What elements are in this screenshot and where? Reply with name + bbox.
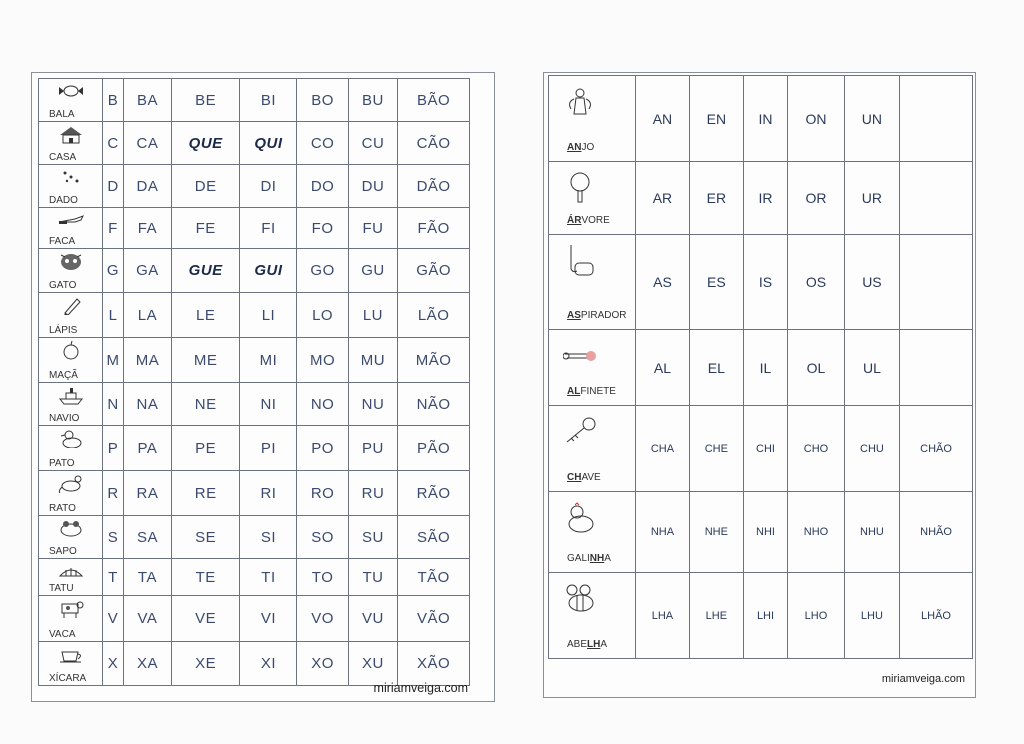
word-label: NAVIO: [49, 413, 80, 424]
syllable-cell: QUE: [171, 122, 240, 165]
syllable-row: [39, 383, 470, 426]
syllable-cell: CHO: [788, 406, 845, 492]
syllable-cell: MÃO: [398, 338, 470, 383]
syllable-cell: UR: [844, 162, 899, 235]
syllable-cell: PI: [240, 426, 297, 471]
word-picture-cell: [549, 235, 636, 330]
syllable-row: [39, 516, 470, 559]
syllable-cell: TU: [348, 559, 398, 596]
syllable-cell: VO: [297, 596, 348, 642]
syllable-cell: IN: [743, 76, 787, 162]
syllable-cell: LE: [171, 293, 240, 338]
syllable-cell: AL: [636, 330, 690, 406]
word-label: PATO: [49, 458, 75, 469]
word-label: TATU: [49, 583, 74, 594]
word-label: DADO: [49, 195, 78, 206]
syllable-cell: NA: [124, 383, 172, 426]
syllable-cell: RE: [171, 471, 240, 516]
syllable-cell: NHI: [743, 492, 787, 573]
syllable-cell: LHO: [788, 573, 845, 659]
syllable-cell: BE: [171, 79, 240, 122]
syllable-cell: SU: [348, 516, 398, 559]
syllable-row: [39, 642, 470, 686]
duck-icon: [57, 428, 85, 448]
syllable-cell: XI: [240, 642, 297, 686]
syllable-row: [549, 330, 973, 406]
word-picture-cell: [549, 492, 636, 573]
syllable-cell: [900, 330, 973, 406]
word-label: GATO: [49, 280, 77, 291]
syllable-row: [549, 492, 973, 573]
word-label: CHAVE: [567, 472, 601, 483]
syllable-row: [39, 426, 470, 471]
syllable-cell: ME: [171, 338, 240, 383]
frog-icon: [57, 518, 85, 538]
syllable-cell: MU: [348, 338, 398, 383]
syllable-cell: TE: [171, 559, 240, 596]
syllable-cell: RU: [348, 471, 398, 516]
syllable-cell: PU: [348, 426, 398, 471]
word-label: CASA: [49, 152, 77, 163]
syllable-cell: XÃO: [398, 642, 470, 686]
word-picture-cell: [39, 471, 103, 516]
syllable-cell: OL: [788, 330, 845, 406]
left-syllable-page: [31, 72, 495, 702]
syllable-cell: CÃO: [398, 122, 470, 165]
syllable-cell: TO: [297, 559, 348, 596]
syllable-cell: VU: [348, 596, 398, 642]
complex-syllable-table: [548, 75, 973, 659]
syllable-cell: GO: [297, 249, 348, 293]
consonant-syllable-table: [38, 78, 470, 686]
syllable-cell: VE: [171, 596, 240, 642]
cow-icon: [57, 598, 85, 618]
consonant-cell: T: [103, 559, 124, 596]
syllable-cell: NHO: [788, 492, 845, 573]
syllable-cell: GU: [348, 249, 398, 293]
word-picture-cell: [549, 573, 636, 659]
syllable-cell: NHU: [844, 492, 899, 573]
syllable-cell: GUE: [171, 249, 240, 293]
syllable-row: [39, 338, 470, 383]
syllable-cell: XO: [297, 642, 348, 686]
word-picture-cell: [39, 208, 103, 249]
syllable-cell: NI: [240, 383, 297, 426]
word-label: ABELHA: [567, 639, 608, 650]
syllable-cell: GUI: [240, 249, 297, 293]
syllable-cell: XU: [348, 642, 398, 686]
syllable-cell: GA: [124, 249, 172, 293]
word-label: ASPIRADOR: [567, 310, 627, 321]
syllable-row: [39, 249, 470, 293]
word-picture-cell: [39, 426, 103, 471]
word-picture-cell: [39, 165, 103, 208]
consonant-cell: R: [103, 471, 124, 516]
word-label: ALFINETE: [567, 386, 616, 397]
syllable-cell: LHA: [636, 573, 690, 659]
syllable-row: [39, 559, 470, 596]
syllable-cell: PÃO: [398, 426, 470, 471]
angel-icon: [563, 84, 597, 118]
word-label: ÁRVORE: [567, 215, 610, 226]
syllable-cell: FE: [171, 208, 240, 249]
syllable-cell: CHI: [743, 406, 787, 492]
syllable-row: [549, 573, 973, 659]
syllable-cell: SA: [124, 516, 172, 559]
syllable-cell: MA: [124, 338, 172, 383]
syllable-row: [39, 122, 470, 165]
word-label: BALA: [49, 109, 75, 120]
syllable-cell: LHI: [743, 573, 787, 659]
syllable-cell: AS: [636, 235, 690, 330]
dice-icon: [57, 167, 85, 187]
consonant-cell: B: [103, 79, 124, 122]
syllable-cell: LI: [240, 293, 297, 338]
word-label: ANJO: [567, 142, 595, 153]
syllable-cell: BO: [297, 79, 348, 122]
syllable-cell: FA: [124, 208, 172, 249]
word-label: MAÇÃ: [49, 370, 78, 381]
consonant-cell: F: [103, 208, 124, 249]
consonant-cell: V: [103, 596, 124, 642]
syllable-cell: CO: [297, 122, 348, 165]
syllable-cell: MO: [297, 338, 348, 383]
right-syllable-page: [543, 72, 976, 698]
syllable-cell: FO: [297, 208, 348, 249]
syllable-cell: TI: [240, 559, 297, 596]
consonant-cell: N: [103, 383, 124, 426]
syllable-row: [549, 406, 973, 492]
syllable-cell: VÃO: [398, 596, 470, 642]
pencil-icon: [57, 295, 85, 315]
word-picture-cell: [549, 330, 636, 406]
word-label: XÍCARA: [49, 673, 87, 684]
syllable-cell: NE: [171, 383, 240, 426]
word-picture-cell: [39, 559, 103, 596]
syllable-cell: SI: [240, 516, 297, 559]
syllable-row: [549, 76, 973, 162]
mouse-icon: [57, 473, 85, 493]
syllable-cell: UL: [844, 330, 899, 406]
armadillo-icon: [57, 561, 85, 581]
consonant-cell: X: [103, 642, 124, 686]
syllable-cell: VI: [240, 596, 297, 642]
syllable-cell: DE: [171, 165, 240, 208]
word-picture-cell: [39, 249, 103, 293]
syllable-cell: OS: [788, 235, 845, 330]
word-picture-cell: [549, 76, 636, 162]
word-picture-cell: [39, 516, 103, 559]
syllable-cell: CA: [124, 122, 172, 165]
tree-icon: [563, 170, 597, 204]
word-picture-cell: [39, 79, 103, 122]
syllable-cell: SE: [171, 516, 240, 559]
syllable-cell: NÃO: [398, 383, 470, 426]
word-label: GALINHA: [567, 553, 611, 564]
cat-icon: [57, 251, 85, 271]
syllable-row: [39, 471, 470, 516]
syllable-cell: CHE: [689, 406, 743, 492]
word-picture-cell: [39, 122, 103, 165]
syllable-cell: IR: [743, 162, 787, 235]
syllable-cell: SÃO: [398, 516, 470, 559]
syllable-cell: LO: [297, 293, 348, 338]
syllable-cell: [900, 162, 973, 235]
syllable-cell: BÃO: [398, 79, 470, 122]
word-picture-cell: [549, 406, 636, 492]
syllable-cell: MI: [240, 338, 297, 383]
syllable-cell: FÃO: [398, 208, 470, 249]
syllable-cell: NHA: [636, 492, 690, 573]
word-label: RATO: [49, 503, 76, 514]
syllable-row: [39, 208, 470, 249]
syllable-cell: ES: [689, 235, 743, 330]
syllable-row: [549, 235, 973, 330]
apple-icon: [57, 340, 85, 360]
word-label: SAPO: [49, 546, 77, 557]
house-icon: [57, 124, 85, 144]
syllable-cell: NHÃO: [900, 492, 973, 573]
consonant-cell: P: [103, 426, 124, 471]
syllable-cell: NHE: [689, 492, 743, 573]
syllable-cell: DU: [348, 165, 398, 208]
syllable-cell: DO: [297, 165, 348, 208]
syllable-row: [39, 293, 470, 338]
syllable-cell: [900, 235, 973, 330]
syllable-cell: UN: [844, 76, 899, 162]
syllable-cell: CHA: [636, 406, 690, 492]
syllable-cell: CU: [348, 122, 398, 165]
syllable-cell: OR: [788, 162, 845, 235]
consonant-cell: D: [103, 165, 124, 208]
syllable-cell: PO: [297, 426, 348, 471]
syllable-cell: AR: [636, 162, 690, 235]
syllable-cell: LHÃO: [900, 573, 973, 659]
syllable-cell: LU: [348, 293, 398, 338]
syllable-cell: SO: [297, 516, 348, 559]
syllable-cell: TA: [124, 559, 172, 596]
ship-icon: [57, 385, 85, 405]
syllable-cell: LHE: [689, 573, 743, 659]
word-picture-cell: [39, 596, 103, 642]
site-footer: miriamveiga.com: [881, 673, 965, 685]
syllable-cell: DA: [124, 165, 172, 208]
syllable-cell: US: [844, 235, 899, 330]
word-picture-cell: [39, 293, 103, 338]
syllable-cell: IL: [743, 330, 787, 406]
syllable-cell: XA: [124, 642, 172, 686]
word-label: FACA: [49, 236, 76, 247]
syllable-cell: RA: [124, 471, 172, 516]
consonant-cell: L: [103, 293, 124, 338]
syllable-cell: DÃO: [398, 165, 470, 208]
syllable-cell: BI: [240, 79, 297, 122]
word-picture-cell: [39, 642, 103, 686]
pin-icon: [563, 338, 597, 372]
syllable-cell: VA: [124, 596, 172, 642]
syllable-cell: ON: [788, 76, 845, 162]
vacuum-icon: [563, 243, 597, 277]
syllable-cell: LHU: [844, 573, 899, 659]
syllable-cell: TÃO: [398, 559, 470, 596]
syllable-cell: LA: [124, 293, 172, 338]
syllable-cell: ER: [689, 162, 743, 235]
syllable-cell: PE: [171, 426, 240, 471]
syllable-cell: CHU: [844, 406, 899, 492]
consonant-cell: G: [103, 249, 124, 293]
key-icon: [563, 414, 597, 448]
candy-icon: [57, 81, 85, 101]
site-footer: miriamveiga.com: [373, 681, 468, 695]
word-picture-cell: [39, 338, 103, 383]
consonant-cell: M: [103, 338, 124, 383]
syllable-cell: EN: [689, 76, 743, 162]
syllable-cell: PA: [124, 426, 172, 471]
syllable-cell: LÃO: [398, 293, 470, 338]
knife-icon: [57, 210, 85, 230]
syllable-cell: DI: [240, 165, 297, 208]
syllable-cell: RO: [297, 471, 348, 516]
syllable-cell: NO: [297, 383, 348, 426]
syllable-cell: EL: [689, 330, 743, 406]
syllable-cell: AN: [636, 76, 690, 162]
cup-icon: [57, 644, 85, 664]
syllable-row: [39, 79, 470, 122]
syllable-cell: XE: [171, 642, 240, 686]
syllable-cell: GÃO: [398, 249, 470, 293]
syllable-cell: [900, 76, 973, 162]
syllable-cell: FI: [240, 208, 297, 249]
syllable-row: [39, 165, 470, 208]
syllable-cell: BA: [124, 79, 172, 122]
syllable-cell: NU: [348, 383, 398, 426]
syllable-cell: RÃO: [398, 471, 470, 516]
syllable-cell: IS: [743, 235, 787, 330]
syllable-row: [549, 162, 973, 235]
word-label: VACA: [49, 629, 76, 640]
syllable-cell: QUI: [240, 122, 297, 165]
syllable-cell: BU: [348, 79, 398, 122]
syllable-cell: CHÃO: [900, 406, 973, 492]
bee-icon: [563, 581, 597, 615]
syllable-cell: RI: [240, 471, 297, 516]
consonant-cell: S: [103, 516, 124, 559]
consonant-cell: C: [103, 122, 124, 165]
syllable-row: [39, 596, 470, 642]
word-label: LÁPIS: [49, 325, 78, 336]
word-picture-cell: [39, 383, 103, 426]
word-picture-cell: [549, 162, 636, 235]
hen-icon: [563, 500, 597, 534]
syllable-cell: FU: [348, 208, 398, 249]
